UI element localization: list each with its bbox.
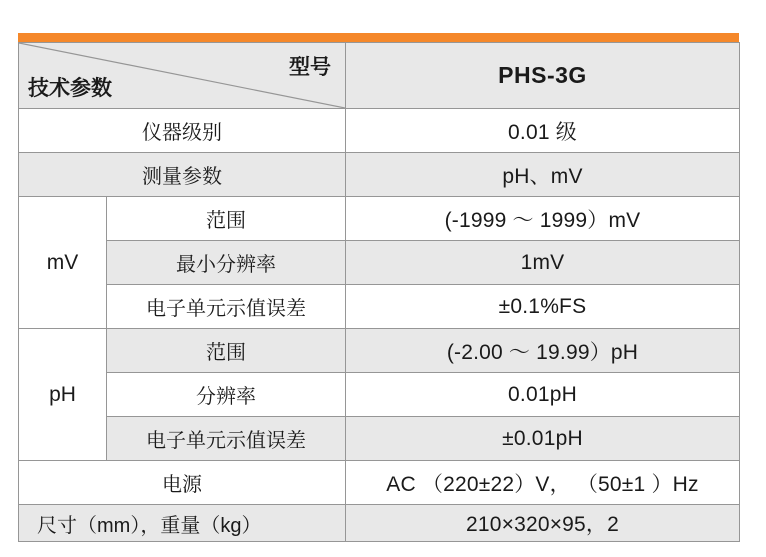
table-row xyxy=(19,241,740,285)
row-label-ph-resolution: 分辨率 xyxy=(107,373,346,417)
table-row xyxy=(19,373,740,417)
row-value-mv-range: (-1999 ～ 1999）mV xyxy=(346,197,740,241)
row-label-ph-range: 范围 xyxy=(107,329,346,373)
row-label-dimensions-weight: 尺寸（mm），重量（kg） xyxy=(19,505,346,542)
group-label-ph: pH xyxy=(19,329,107,461)
row-label-measured-params: 测量参数 xyxy=(19,153,346,197)
table-header-row xyxy=(19,43,740,109)
table-row xyxy=(19,417,740,461)
group-label-mv: mV xyxy=(19,197,107,329)
row-label-mv-min-resolution: 最小分辨率 xyxy=(107,241,346,285)
table-row xyxy=(19,285,740,329)
table-row xyxy=(19,505,740,542)
row-value-measured-params: pH、mV xyxy=(346,153,740,197)
table-row xyxy=(19,461,740,505)
row-label-mv-error: 电子单元示值误差 xyxy=(107,285,346,329)
row-label-instrument-grade: 仪器级别 xyxy=(19,109,346,153)
header-params-label: 技术参数 xyxy=(28,77,112,100)
row-value-dimensions-weight: 210×320×95，2 xyxy=(346,505,740,542)
row-value-ph-error: ±0.01pH xyxy=(346,417,740,461)
row-label-ph-error: 电子单元示值误差 xyxy=(107,417,346,461)
table-row xyxy=(19,109,740,153)
spec-grid xyxy=(18,42,740,542)
header-diagonal-cell xyxy=(19,43,346,109)
row-value-power: AC （220±22）V， （50±1 ）Hz xyxy=(346,461,740,505)
row-label-mv-range: 范围 xyxy=(107,197,346,241)
table-row xyxy=(19,329,740,373)
row-value-mv-error: ±0.1%FS xyxy=(346,285,740,329)
accent-bar xyxy=(18,33,739,42)
table-row xyxy=(19,153,740,197)
header-model-value: PHS-3G xyxy=(346,43,740,109)
row-value-mv-min-resolution: 1mV xyxy=(346,241,740,285)
row-value-ph-resolution: 0.01pH xyxy=(346,373,740,417)
header-model-label: 型号 xyxy=(289,56,331,79)
spec-table xyxy=(18,33,739,542)
row-label-power: 电源 xyxy=(19,461,346,505)
row-value-instrument-grade: 0.01 级 xyxy=(346,109,740,153)
table-row xyxy=(19,197,740,241)
row-value-ph-range: (-2.00 ～ 19.99）pH xyxy=(346,329,740,373)
